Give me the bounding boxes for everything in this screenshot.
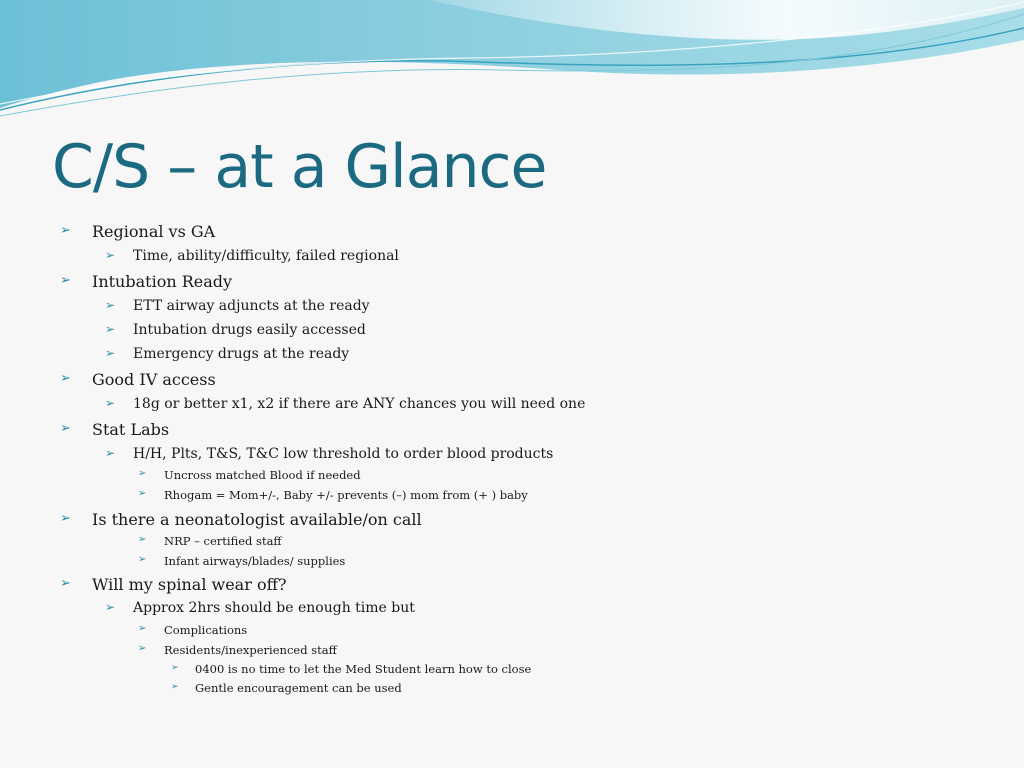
arrow-bullet-icon: ➢ <box>138 488 147 499</box>
arrow-bullet-icon: ➢ <box>60 371 71 386</box>
arrow-bullet-icon: ➢ <box>60 511 71 526</box>
arrow-bullet-icon: ➢ <box>60 223 71 238</box>
bullet-text: 18g or better x1, x2 if there are ANY chances you will need one <box>133 396 586 412</box>
bullet-text: Complications <box>164 623 248 637</box>
bullet-level-1 <box>60 575 287 594</box>
bullet-text: Infant airways/blades/ supplies <box>164 554 346 568</box>
bullet-text: Emergency drugs at the ready <box>133 346 350 362</box>
arrow-bullet-icon: ➢ <box>171 663 179 673</box>
bullet-level-3 <box>138 643 337 657</box>
bullet-text: Approx 2hrs should be enough time but <box>133 600 415 616</box>
bullet-text: Intubation Ready <box>92 272 233 291</box>
slide-title: C/S – at a Glance <box>52 132 547 202</box>
bullet-text: 0400 is no time to let the Med Student learn how to close <box>195 662 532 676</box>
bullet-level-3 <box>138 554 346 568</box>
bullet-level-2 <box>105 322 366 338</box>
arrow-bullet-icon: ➢ <box>138 534 147 545</box>
arrow-bullet-icon: ➢ <box>138 623 147 634</box>
bullet-level-4 <box>171 662 532 676</box>
arrow-bullet-icon: ➢ <box>105 322 116 336</box>
bullet-text: Regional vs GA <box>92 222 216 241</box>
arrow-bullet-icon: ➢ <box>105 248 116 262</box>
bullet-level-2 <box>105 446 554 462</box>
bullet-text: Good IV access <box>92 370 216 389</box>
arrow-bullet-icon: ➢ <box>105 446 116 460</box>
arrow-bullet-icon: ➢ <box>171 682 179 692</box>
arrow-bullet-icon: ➢ <box>138 468 147 479</box>
bullet-level-2 <box>105 346 350 362</box>
bullet-level-1 <box>60 420 170 439</box>
header-wave-decoration <box>0 0 1024 130</box>
bullet-level-4 <box>171 681 402 695</box>
bullet-text: Stat Labs <box>92 420 170 439</box>
bullet-level-3 <box>138 623 248 637</box>
bullet-text: Is there a neonatologist available/on call <box>92 510 422 529</box>
bullet-level-3 <box>138 534 282 548</box>
bullet-level-2 <box>105 248 399 264</box>
bullet-text: Intubation drugs easily accessed <box>133 322 366 338</box>
bullet-level-3 <box>138 488 528 502</box>
arrow-bullet-icon: ➢ <box>138 643 147 654</box>
bullet-text: Gentle encouragement can be used <box>195 681 402 695</box>
bullet-level-2 <box>105 396 586 412</box>
bullet-text: Rhogam = Mom+/-, Baby +/- prevents (–) mom from (+ ) baby <box>164 488 528 502</box>
bullet-text: Time, ability/difficulty, failed regional <box>133 248 399 264</box>
bullet-level-1 <box>60 222 216 241</box>
bullet-text: Uncross matched Blood if needed <box>164 468 361 482</box>
arrow-bullet-icon: ➢ <box>60 421 71 436</box>
bullet-text: H/H, Plts, T&S, T&C low threshold to order blood products <box>133 446 554 462</box>
arrow-bullet-icon: ➢ <box>105 346 116 360</box>
bullet-text: Will my spinal wear off? <box>92 575 287 594</box>
bullet-level-1 <box>60 272 233 291</box>
arrow-bullet-icon: ➢ <box>60 273 71 288</box>
arrow-bullet-icon: ➢ <box>60 576 71 591</box>
bullet-level-1 <box>60 370 216 389</box>
arrow-bullet-icon: ➢ <box>105 396 116 410</box>
arrow-bullet-icon: ➢ <box>138 554 147 565</box>
bullet-text: NRP – certified staff <box>164 534 282 548</box>
bullet-level-2 <box>105 298 370 314</box>
arrow-bullet-icon: ➢ <box>105 600 116 614</box>
bullet-level-3 <box>138 468 361 482</box>
arrow-bullet-icon: ➢ <box>105 298 116 312</box>
bullet-level-1 <box>60 510 422 529</box>
bullet-text: Residents/inexperienced staff <box>164 643 337 657</box>
bullet-level-2 <box>105 600 415 616</box>
bullet-text: ETT airway adjuncts at the ready <box>133 298 370 314</box>
